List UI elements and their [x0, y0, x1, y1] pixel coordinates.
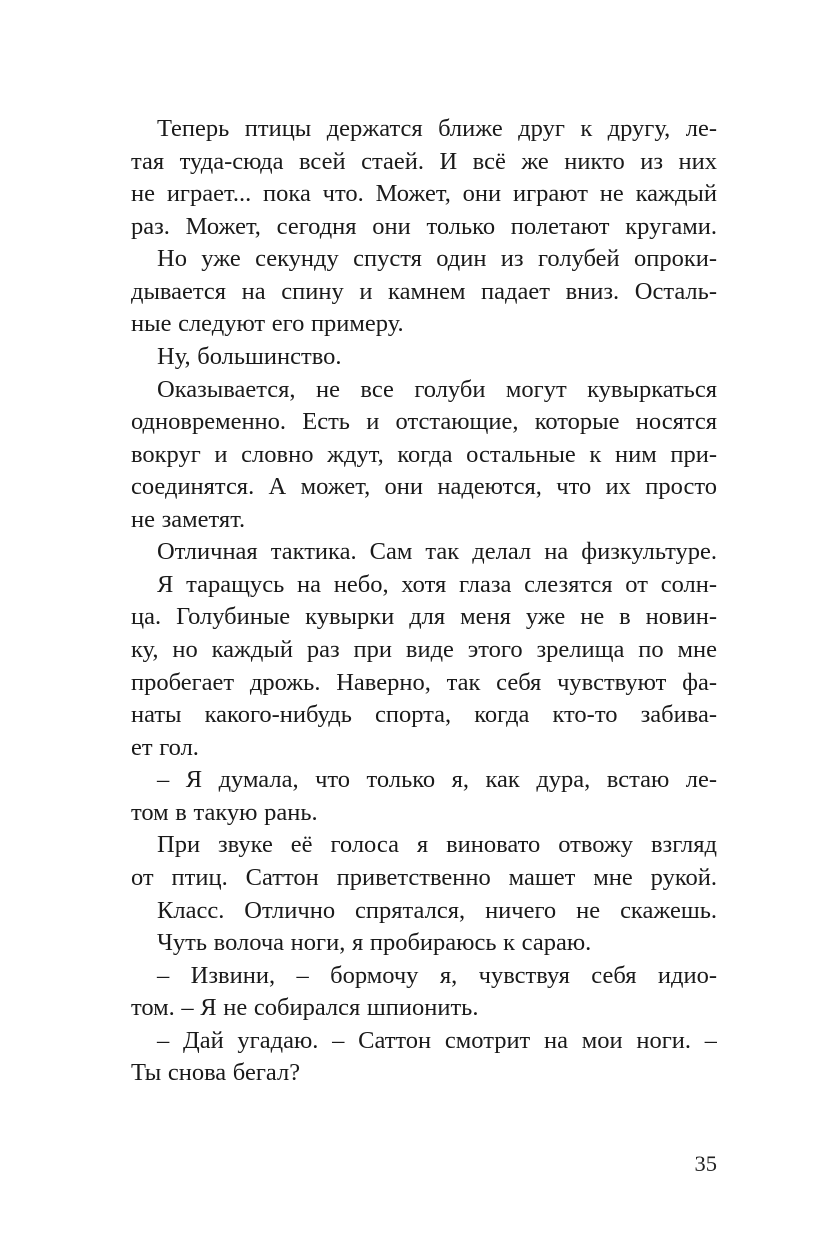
- text-line: не заметят.: [131, 505, 246, 533]
- text-line: Но уже секунду спустя один из голубей опроки-: [157, 245, 717, 273]
- body-text: [131, 113, 717, 1090]
- text-line: – Я думала, что только я, как дура, встаю ле-: [157, 766, 717, 794]
- text-line: не играет... пока что. Может, они играют не каждый: [131, 180, 717, 208]
- text-line: ца. Голубиные кувырки для меня уже не в новин-: [131, 603, 717, 631]
- text-line: дывается на спину и камнем падает вниз. Осталь-: [131, 277, 717, 305]
- text-line: Класс. Отлично спрятался, ничего не скажешь.: [157, 896, 717, 924]
- text-line: Отличная тактика. Сам так делал на физкультуре.: [157, 538, 717, 566]
- text-line: вокруг и словно ждут, когда остальные к ним при-: [131, 440, 717, 468]
- text-line: пробегает дрожь. Наверно, так себя чувствуют фа-: [131, 668, 717, 696]
- text-line: Ну, большинство.: [157, 342, 342, 370]
- text-line: Я таращусь на небо, хотя глаза слезятся от солн-: [157, 570, 717, 598]
- text-line: ет гол.: [131, 733, 199, 761]
- text-line: наты какого-нибудь спорта, когда кто-то забива-: [131, 701, 717, 729]
- text-line: одновременно. Есть и отстающие, которые носятся: [131, 408, 717, 436]
- text-line: ку, но каждый раз при виде этого зрелища по мне: [131, 636, 717, 663]
- paragraph: [131, 341, 717, 374]
- text-line: Чуть волоча ноги, я пробираюсь к сараю.: [157, 929, 592, 957]
- paragraph: [131, 895, 717, 928]
- text-line: Оказывается, не все голуби могут кувыркаться: [157, 375, 717, 403]
- paragraph: [131, 374, 717, 537]
- paragraph: [131, 243, 717, 341]
- text-line: ные следуют его примеру.: [131, 310, 404, 338]
- paragraph: [131, 536, 717, 569]
- paragraph: [131, 569, 717, 764]
- text-line: тая туда-сюда всей стаей. И всё же никто из них: [131, 147, 717, 175]
- text-line: При звуке её голоса я виновато отвожу взгляд: [157, 831, 717, 859]
- text-line: от птиц. Саттон приветственно машет мне рукой.: [131, 863, 717, 891]
- text-line: Ты снова бегал?: [131, 1059, 301, 1087]
- page-number: 35: [694, 1151, 717, 1176]
- text-line: раз. Может, сегодня они только полетают кругами.: [131, 212, 717, 240]
- paragraph-dialogue: [131, 764, 717, 829]
- paragraph-dialogue: [131, 960, 717, 1025]
- paragraph-dialogue: [131, 1025, 717, 1090]
- paragraph: [131, 829, 717, 894]
- text-line: том. – Я не собирался шпионить.: [131, 994, 479, 1022]
- paragraph: [131, 113, 717, 243]
- text-line: Теперь птицы держатся ближе друг к другу, ле-: [157, 115, 717, 142]
- paragraph: [131, 927, 717, 960]
- text-line: – Дай угадаю. – Саттон смотрит на мои ноги. –: [157, 1026, 717, 1054]
- text-line: соединятся. А может, они надеются, что их просто: [131, 473, 717, 501]
- text-line: – Извини, – бормочу я, чувствуя себя идио-: [157, 961, 717, 989]
- text-line: том в такую рань.: [131, 798, 318, 826]
